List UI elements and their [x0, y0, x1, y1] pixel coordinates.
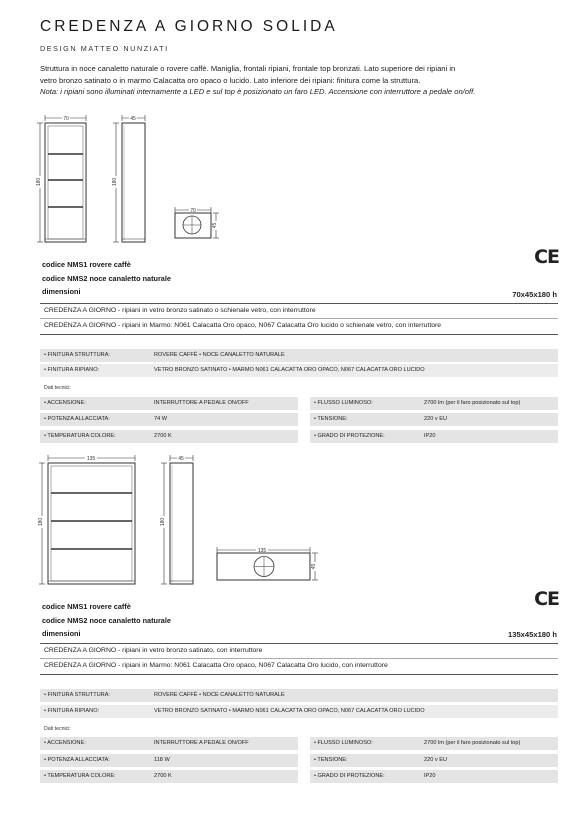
tech-label: • POTENZA ALLACCIATA: — [44, 757, 110, 763]
tech-value: 220 v EU — [424, 757, 448, 763]
spec-value: ROVERE CAFFÈ • NOCE CANALETTO NATURALE — [154, 352, 285, 358]
description-line: vetro bronzo satinato o in marmo Calacatta oro opaco o lucido. Lato inferiore dei ripiani: finitura come la struttura. — [40, 75, 421, 85]
product-code: codice NMS2 noce canaletto naturale — [42, 273, 171, 283]
tech-label: • POTENZA ALLACCIATA: — [44, 416, 110, 422]
tech-value: IP20 — [424, 433, 436, 439]
dimension-label: 135 — [257, 548, 267, 554]
spec-row — [40, 689, 558, 702]
ce-mark: CE — [534, 588, 559, 610]
tech-label: • GRADO DI PROTEZIONE: — [314, 773, 385, 779]
spec-label: • FINITURA STRUTTURA: — [44, 352, 110, 358]
dimensions-value: 135x45x180 h — [508, 630, 557, 639]
product-code: codice NMS1 rovere caffè — [42, 602, 131, 611]
tech-value: 118 W — [154, 757, 170, 763]
tech-value: 2700 lm (per il faro posizionato sul top) — [424, 740, 521, 746]
divider — [40, 643, 558, 644]
tech-label: • TEMPERATURA COLORE: — [44, 433, 116, 439]
tech-value: 2700 lm (per il faro posizionato sul top) — [424, 400, 521, 406]
dimension-label: 45 — [130, 116, 136, 122]
dimension-label: 45 — [212, 222, 218, 229]
dimensions-label: dimensioni — [42, 629, 81, 638]
variant-line: CREDENZA A GIORNO - ripiani in vetro bronzo satinato o schienale vetro, con interruttore — [44, 307, 316, 314]
divider — [40, 658, 558, 659]
dimension-label: 45 — [178, 456, 184, 462]
dimension-label: 180 — [36, 177, 42, 187]
dimension-label: 180 — [38, 517, 44, 527]
tech-label: • ACCENSIONE: — [44, 740, 86, 746]
dimensions-label: dimensioni — [42, 287, 81, 296]
dimensions-value: 70x45x180 h — [512, 290, 557, 299]
divider — [40, 674, 558, 675]
tech-label: • TENSIONE: — [314, 416, 348, 422]
spec-value: ROVERE CAFFÈ • NOCE CANALETTO NATURALE — [154, 692, 285, 698]
variant-line: CREDENZA A GIORNO - ripiani in vetro bronzo satinato, con interruttore — [44, 647, 263, 654]
tech-value: INTERRUTTORE A PEDALE ON/OFF — [154, 740, 249, 746]
tech-label: • GRADO DI PROTEZIONE: — [314, 433, 385, 439]
top-view-drawing — [170, 200, 220, 245]
page-subtitle: DESIGN MATTEO NUNZIATI — [40, 44, 169, 53]
divider — [40, 334, 558, 335]
tech-label: • FLUSSO LUMINOSO: — [314, 400, 373, 406]
product-codes — [42, 258, 171, 299]
dimension-label: 180 — [112, 177, 118, 187]
tech-value: 2700 K — [154, 433, 172, 439]
tech-label: • TEMPERATURA COLORE: — [44, 773, 116, 779]
dimension-label: 45 — [311, 563, 317, 570]
product-code: codice NMS1 rovere caffè — [42, 260, 131, 269]
side-view-drawing — [110, 112, 150, 252]
spec-label: • FINITURA RIPIANO: — [44, 367, 100, 373]
tech-value: 74 W — [154, 416, 168, 422]
dimension-label: 70 — [190, 208, 196, 214]
variant-line: CREDENZA A GIORNO - ripiani in Marmo: N061 Calacatta Oro opaco, N067 Calacatta Oro lucido o schienale vetro, con interruttore — [44, 322, 442, 329]
product-description — [40, 63, 570, 98]
tech-label: • ACCENSIONE: — [44, 400, 86, 406]
tech-label: • FLUSSO LUMINOSO: — [314, 740, 373, 746]
spec-value: VETRO BRONZO SATINATO • MARMO N061 CALACATTA ORO OPACO, N067 CALACATTA ORO LUCIDO — [154, 708, 425, 714]
description-note: Nota: i ripiani sono illuminati internamente a LED e sul top è posizionato un faro LED. Accensione con interruttore a pedale on/off. — [40, 87, 476, 96]
tech-data-label: Dati tecnici: — [44, 726, 71, 732]
page-title: CREDENZA A GIORNO SOLIDA — [40, 18, 338, 35]
tech-value: INTERRUTTORE A PEDALE ON/OFF — [154, 400, 249, 406]
product-codes — [42, 600, 171, 641]
divider — [40, 318, 558, 319]
tech-value: IP20 — [424, 773, 436, 779]
tech-value: 220 v EU — [424, 416, 448, 422]
variant-line: CREDENZA A GIORNO - ripiani in Marmo: N061 Calacatta Oro opaco, N067 Calacatta Oro lucido, con interruttore — [44, 662, 388, 669]
spec-row — [40, 349, 558, 362]
description-line: Struttura in noce canaletto naturale o rovere caffè. Maniglia, frontali ripiani, frontale top bronzati. Lato superiore dei ripiani in — [40, 64, 456, 73]
spec-label: • FINITURA STRUTTURA: — [44, 692, 110, 698]
side-view-drawing — [158, 452, 198, 592]
spec-value: VETRO BRONZO SATINATO • MARMO N061 CALACATTA ORO OPACO, N067 CALACATTA ORO LUCIDO — [154, 367, 425, 373]
tech-value: 2700 K — [154, 773, 172, 779]
tech-label: • TENSIONE: — [314, 757, 348, 763]
dimension-label: 70 — [63, 116, 69, 122]
front-view-drawing — [36, 112, 96, 252]
spec-label: • FINITURA RIPIANO: — [44, 708, 100, 714]
tech-data-label: Dati tecnici: — [44, 385, 71, 391]
dimension-label: 180 — [160, 517, 166, 527]
divider — [40, 303, 558, 304]
product-code: codice NMS2 noce canaletto naturale — [42, 615, 171, 625]
ce-mark: CE — [534, 246, 559, 268]
dimension-label: 135 — [86, 456, 96, 462]
front-view-drawing — [36, 452, 146, 592]
top-view-drawing — [212, 542, 322, 587]
